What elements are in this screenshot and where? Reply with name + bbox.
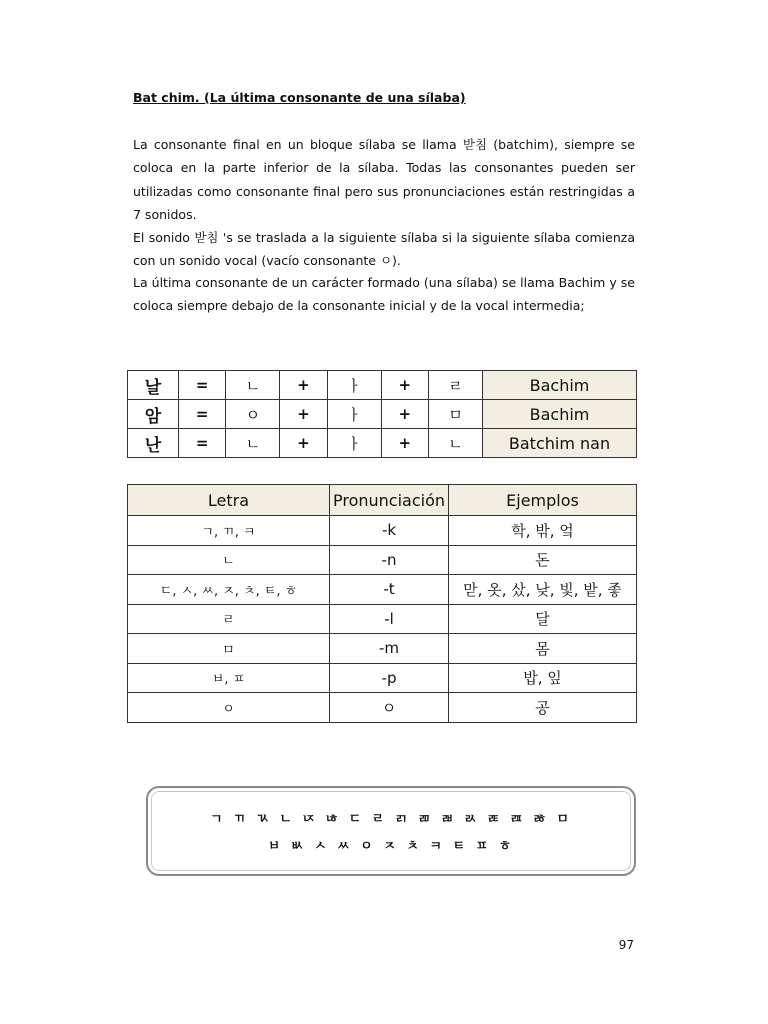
plus-cell: + (381, 400, 428, 429)
table-row (128, 371, 637, 400)
final-consonant-cell: ㄴ (428, 429, 482, 458)
syllable-cell: 날 (128, 371, 179, 400)
initial-consonant-cell: ㄴ (226, 371, 280, 400)
page-number: 97 (618, 938, 634, 952)
plus-cell: + (280, 371, 327, 400)
table-row (128, 693, 637, 723)
pronunciation-cell: ㅇ (330, 693, 449, 723)
bachim-label-cell: Bachim (483, 400, 637, 429)
table-row (128, 575, 637, 605)
bachim-label-cell: Batchim nan (483, 429, 637, 458)
letter-cell: ㅇ (128, 693, 330, 723)
syllable-composition-table (127, 370, 637, 458)
table-row (128, 634, 637, 664)
letter-cell: ㅂ, ㅍ (128, 663, 330, 693)
header-letter: Letra (128, 485, 330, 516)
examples-cell: 맏, 옷, 샀, 낮, 빛, 밭, 좋 (449, 575, 637, 605)
header-pronunciation: Pronunciación (330, 485, 449, 516)
examples-cell: 달 (449, 604, 637, 634)
examples-cell: 돈 (449, 545, 637, 575)
examples-cell: 몸 (449, 634, 637, 664)
section-heading: Bat chim. (La última consonante de una sílaba) (133, 90, 466, 105)
pronunciation-cell: -t (330, 575, 449, 605)
table-header-row (128, 485, 637, 516)
intro-paragraph (133, 133, 635, 273)
plus-cell: + (381, 429, 428, 458)
plus-cell: + (381, 371, 428, 400)
paragraph-sentence: La consonante final en un bloque sílaba se llama 받침 (batchim), siempre se coloca en la parte inferior de la sílaba. Todas las consonantes pueden ser utilizadas como consonante final pero sus pronunciaciones están restringidas a 7 sonidos. (133, 137, 635, 222)
letter-cell: ㄹ (128, 604, 330, 634)
pronunciation-cell: -m (330, 634, 449, 664)
final-sound-table (127, 484, 637, 723)
table-row (128, 663, 637, 693)
equals-cell: = (179, 371, 226, 400)
consonants-line-1: ㄱ ㄲ ㄳ ㄴ ㄵ ㄶ ㄷ ㄹ ㄺ ㄻ ㄼ ㄽ ㄾ ㄿ ㅀ ㅁ (210, 812, 572, 827)
examples-cell: 공 (449, 693, 637, 723)
table-row (128, 545, 637, 575)
bachim-label-cell: Bachim (483, 371, 637, 400)
bachim-paragraph (133, 271, 635, 318)
plus-cell: + (280, 400, 327, 429)
letter-cell: ㄱ, ㄲ, ㅋ (128, 516, 330, 546)
vowel-cell: ㅏ (327, 429, 381, 458)
vowel-cell: ㅏ (327, 371, 381, 400)
table-row (128, 604, 637, 634)
letter-cell: ㅁ (128, 634, 330, 664)
examples-cell: 학, 밖, 엌 (449, 516, 637, 546)
table-row (128, 516, 637, 546)
pronunciation-cell: -k (330, 516, 449, 546)
vowel-cell: ㅏ (327, 400, 381, 429)
final-consonants-box (146, 786, 636, 876)
initial-consonant-cell: ㄴ (226, 429, 280, 458)
initial-consonant-cell: ㅇ (226, 400, 280, 429)
syllable-cell: 난 (128, 429, 179, 458)
final-consonant-cell: ㄹ (428, 371, 482, 400)
examples-cell: 밥, 잎 (449, 663, 637, 693)
final-consonant-cell: ㅁ (428, 400, 482, 429)
plus-cell: + (280, 429, 327, 458)
syllable-cell: 암 (128, 400, 179, 429)
equals-cell: = (179, 429, 226, 458)
equals-cell: = (179, 400, 226, 429)
consonants-line-2: ㅂ ㅄ ㅅ ㅆ ㅇ ㅈ ㅊ ㅋ ㅌ ㅍ ㅎ (267, 839, 515, 854)
pronunciation-cell: -n (330, 545, 449, 575)
paragraph-sentence: El sonido 받침 's se traslada a la siguiente sílaba si la siguiente sílaba comienza con un sonido vocal (vacío consonante ㅇ). (133, 230, 635, 269)
paragraph-sentence: La última consonante de un carácter formado (una sílaba) se llama Bachim y se coloca siempre debajo de la consonante inicial y de la vocal intermedia; (133, 275, 635, 314)
header-examples: Ejemplos (449, 485, 637, 516)
table-row (128, 400, 637, 429)
letter-cell: ㄷ, ㅅ, ㅆ, ㅈ, ㅊ, ㅌ, ㅎ (128, 575, 330, 605)
pronunciation-cell: -p (330, 663, 449, 693)
table-row (128, 429, 637, 458)
pronunciation-cell: -l (330, 604, 449, 634)
letter-cell: ㄴ (128, 545, 330, 575)
